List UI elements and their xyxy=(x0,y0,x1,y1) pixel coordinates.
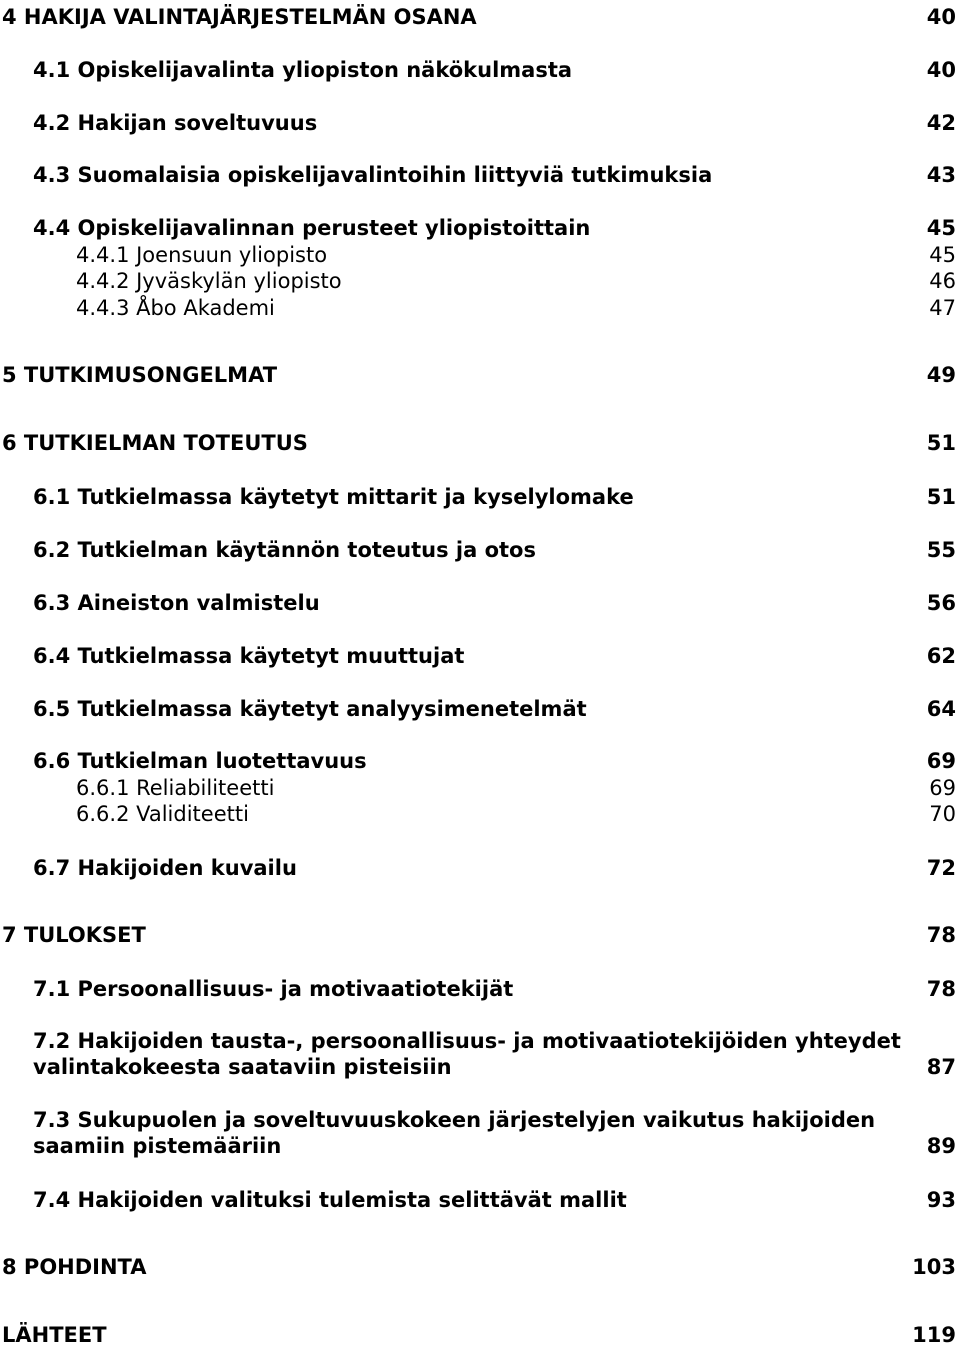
toc-entry-title: 6.1 Tutkielmassa käytetyt mittarit ja kyselylomake xyxy=(33,485,634,509)
toc-entry-page: 119 xyxy=(912,1323,956,1347)
toc-entry[interactable] xyxy=(0,535,960,565)
toc-entry-title: 6.6.2 Validiteetti xyxy=(76,802,249,826)
toc-entry-page: 78 xyxy=(926,977,956,1001)
toc-entry-page: 70 xyxy=(929,802,956,826)
toc-entry[interactable] xyxy=(0,428,960,458)
toc-entry-page: 46 xyxy=(929,269,956,293)
toc-entry[interactable] xyxy=(0,160,960,190)
toc-entry[interactable] xyxy=(0,746,960,776)
toc-entry-title: 7.2 Hakijoiden tausta-, persoonallisuus- ja motivaatiotekijöiden yhteydet xyxy=(33,1029,901,1053)
toc-entry-title: 4.3 Suomalaisia opiskelijavalintoihin liittyviä tutkimuksia xyxy=(33,163,713,187)
toc-entry[interactable] xyxy=(0,588,960,618)
toc-entry[interactable] xyxy=(0,1026,960,1082)
toc-entry-page: 51 xyxy=(926,485,956,509)
toc-entry-page: 87 xyxy=(926,1055,956,1079)
toc-entry-title: 6.2 Tutkielman käytännön toteutus ja otos xyxy=(33,538,536,562)
toc-entry[interactable] xyxy=(0,293,960,323)
toc-entry-title: 4.4.3 Åbo Akademi xyxy=(76,296,275,320)
toc-entry-title: 6.5 Tutkielmassa käytetyt analyysimenetelmät xyxy=(33,697,587,721)
toc-entry[interactable] xyxy=(0,1252,960,1282)
toc-entry-title: 4 HAKIJA VALINTAJÄRJESTELMÄN OSANA xyxy=(2,5,477,29)
toc-entry-title: 4.2 Hakijan soveltuvuus xyxy=(33,111,318,135)
toc-entry-page: 51 xyxy=(926,431,956,455)
toc-entry-title-continued: saamiin pistemääriin xyxy=(33,1134,282,1158)
toc-entry-page: 62 xyxy=(926,644,956,668)
toc-entry[interactable] xyxy=(0,853,960,883)
toc-entry-page: 103 xyxy=(912,1255,956,1279)
toc-entry-page: 78 xyxy=(926,923,956,947)
toc-entry-title: LÄHTEET xyxy=(2,1323,107,1347)
toc-entry-page: 55 xyxy=(926,538,956,562)
toc-entry[interactable] xyxy=(0,2,960,32)
toc-entry-page: 42 xyxy=(926,111,956,135)
toc-entry-title-continued: valintakokeesta saataviin pisteisiin xyxy=(33,1055,452,1079)
toc-entry[interactable] xyxy=(0,213,960,243)
toc-entry-page: 47 xyxy=(929,296,956,320)
toc-entry-page: 40 xyxy=(926,5,956,29)
toc-entry-title: 4.4 Opiskelijavalinnan perusteet yliopistoittain xyxy=(33,216,591,240)
toc-entry[interactable] xyxy=(0,482,960,512)
toc-entry-page: 72 xyxy=(926,856,956,880)
toc-entry-title: 7 TULOKSET xyxy=(2,923,146,947)
toc-entry-title: 4.4.1 Joensuun yliopisto xyxy=(76,243,328,267)
toc-entry-page: 49 xyxy=(926,363,956,387)
toc-entry-title: 5 TUTKIMUSONGELMAT xyxy=(2,363,278,387)
toc-entry-page: 45 xyxy=(926,216,956,240)
toc-entry[interactable] xyxy=(0,641,960,671)
toc-entry-title: 7.1 Persoonallisuus- ja motivaatiotekijät xyxy=(33,977,514,1001)
toc-entry-title: 7.3 Sukupuolen ja soveltuvuuskokeen järjestelyjen vaikutus hakijoiden xyxy=(33,1108,876,1132)
toc-entry-page: 69 xyxy=(929,776,956,800)
toc-entry[interactable] xyxy=(0,360,960,390)
toc-entry-title: 4.4.2 Jyväskylän yliopisto xyxy=(76,269,342,293)
toc-entry-page: 40 xyxy=(926,58,956,82)
toc-entry[interactable] xyxy=(0,920,960,950)
toc-entry-title: 7.4 Hakijoiden valituksi tulemista selittävät mallit xyxy=(33,1188,627,1212)
toc-entry[interactable] xyxy=(0,1105,960,1161)
toc-entry-title: 6.3 Aineiston valmistelu xyxy=(33,591,320,615)
toc-entry-title: 6.7 Hakijoiden kuvailu xyxy=(33,856,297,880)
toc-entry-page: 69 xyxy=(926,749,956,773)
toc-entry[interactable] xyxy=(0,55,960,85)
toc-entry-title: 6.6.1 Reliabiliteetti xyxy=(76,776,275,800)
toc-entry-title: 8 POHDINTA xyxy=(2,1255,147,1279)
toc-entry-title: 6.6 Tutkielman luotettavuus xyxy=(33,749,367,773)
toc-entry[interactable] xyxy=(0,799,960,829)
toc-entry-page: 43 xyxy=(926,163,956,187)
toc-entry-title: 4.1 Opiskelijavalinta yliopiston näkökulmasta xyxy=(33,58,573,82)
toc-entry-page: 89 xyxy=(926,1134,956,1158)
toc-entry-page: 45 xyxy=(929,243,956,267)
toc-entry-page: 93 xyxy=(926,1188,956,1212)
toc-entry-page: 56 xyxy=(926,591,956,615)
toc-entry-title: 6.4 Tutkielmassa käytetyt muuttujat xyxy=(33,644,465,668)
toc-entry[interactable] xyxy=(0,108,960,138)
toc-entry-title: 6 TUTKIELMAN TOTEUTUS xyxy=(2,431,308,455)
toc-entry[interactable] xyxy=(0,1185,960,1215)
toc-entry[interactable] xyxy=(0,974,960,1004)
toc-entry[interactable] xyxy=(0,266,960,296)
toc-entry-page: 64 xyxy=(926,697,956,721)
toc-entry[interactable] xyxy=(0,694,960,724)
